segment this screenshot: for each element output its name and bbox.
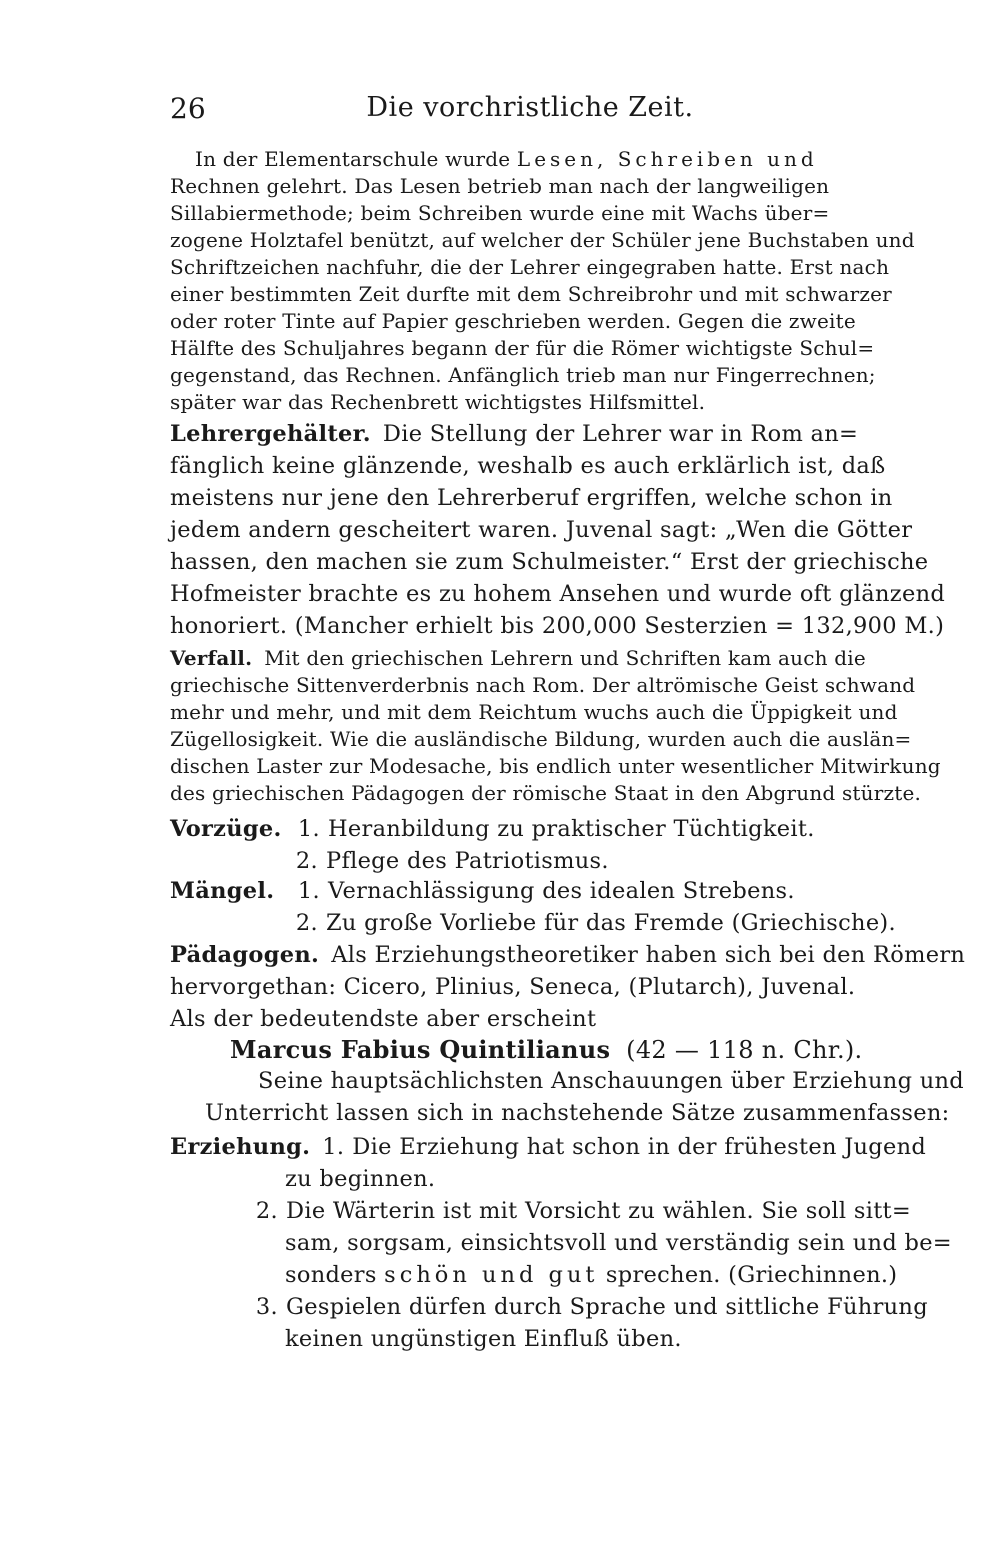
erziehung-line-1: Erziehung. 1. Die Erziehung hat schon in der frühesten Jugend [170, 1134, 927, 1160]
person-dates: (42 — 118 n. Chr.). [626, 1036, 863, 1064]
erziehung-line-4: sam, sorgsam, einsichtsvoll und verständig sein und be= [285, 1230, 952, 1256]
margin-keyword: Lehrergehälter. [170, 421, 371, 447]
spaced-words: Lesen, Schreiben und [516, 147, 818, 171]
padagogen-line-1: Pädagogen. Als Erziehungstheoretiker haben sich bei den Römern [170, 942, 966, 968]
lehrergehalter-line-5: hassen, den machen sie zum Schulmeister.“ Erst der griechische [170, 549, 929, 575]
vorzuge-line-2: 2. Pflege des Patriotismus. [295, 848, 609, 874]
lehrergehalter-line-2: fänglich keine glänzende, weshalb es auch erklärlich ist, daß [170, 453, 886, 479]
verfall-line-4: Zügellosigkeit. Wie die ausländische Bildung, wurden auch die auslän= [170, 727, 912, 751]
margin-keyword: Mängel. [170, 878, 275, 904]
padagogen-line-2: hervorgethan: Cicero, Plinius, Seneca, (Plutarch), Juvenal. [170, 974, 856, 1000]
intro-line-5: Schriftzeichen nachfuhr, die der Lehrer eingegraben hatte. Erst nach [170, 255, 890, 279]
quintilian-heading [230, 1035, 940, 1064]
padagogen-line-3: Als der bedeutendste aber erscheint [170, 1006, 597, 1032]
margin-keyword: Vorzüge. [170, 816, 282, 842]
erziehung-line-2: zu beginnen. [285, 1166, 436, 1192]
page-header [170, 92, 890, 132]
margin-keyword: Verfall. [170, 646, 253, 670]
intro-line-6: einer bestimmten Zeit durfte mit dem Schreibrohr und mit schwarzer [170, 282, 892, 306]
verfall-line-3: mehr und mehr, und mit dem Reichtum wuchs auch die Üppigkeit und [170, 700, 898, 724]
mangel-line-2: 2. Zu große Vorliebe für das Fremde (Griechische). [295, 910, 896, 936]
lehrergehalter-line-1: Lehrergehälter. Die Stellung der Lehrer war in Rom an= [170, 421, 859, 447]
lehrergehalter-line-7: honoriert. (Mancher erhielt bis 200,000 Sesterzien = 132,900 M.) [170, 613, 945, 639]
intro-line-7: oder roter Tinte auf Papier geschrieben werden. Gegen die zweite [170, 309, 856, 333]
intro-line-2: Rechnen gelehrt. Das Lesen betrieb man nach der langweiligen [170, 174, 830, 198]
verfall-line-2: griechische Sittenverderbnis nach Rom. Der altrömische Geist schwand [170, 673, 916, 697]
running-head: Die vorchristliche Zeit. [366, 92, 694, 123]
vorzuge-line-1: Vorzüge. 1. Heranbildung zu praktischer Tüchtigkeit. [170, 816, 815, 842]
lehrergehalter-line-4: jedem andern gescheitert waren. Juvenal sagt: „Wen die Götter [170, 517, 913, 543]
intro-line-8: Hälfte des Schuljahres begann der für die Römer wichtigste Schul= [170, 336, 875, 360]
intro-line-10: später war das Rechenbrett wichtigstes Hilfsmittel. [170, 390, 706, 414]
quintilian-line-2: Unterricht lassen sich in nachstehende Sätze zusammenfassen: [205, 1100, 950, 1126]
page-number: 26 [170, 92, 206, 125]
intro-line-4: zogene Holztafel benützt, auf welcher der Schüler jene Buchstaben und [170, 228, 915, 252]
intro-line-9: gegenstand, das Rechnen. Anfänglich trieb man nur Fingerrechnen; [170, 363, 876, 387]
mangel-line-1: Mängel. 1. Vernachlässigung des idealen Strebens. [170, 878, 795, 904]
margin-keyword: Pädagogen. [170, 942, 320, 968]
quintilian-line-1: Seine hauptsächlichsten Anschauungen über Erziehung und [258, 1068, 965, 1094]
erziehung-line-3: 2. Die Wärterin ist mit Vorsicht zu wählen. Sie soll sitt= [255, 1198, 912, 1224]
lehrergehalter-line-3: meistens nur jene den Lehrerberuf ergriffen, welche schon in [170, 485, 893, 511]
intro-line-1: In der Elementarschule wurde Lesen, Schreiben und [195, 147, 818, 171]
erziehung-line-7: keinen ungünstigen Einfluß üben. [285, 1326, 682, 1352]
verfall-line-6: des griechischen Pädagogen der römische Staat in den Abgrund stürzte. [170, 781, 922, 805]
erziehung-line-5: sonders schön und gut sprechen. (Griechinnen.) [285, 1262, 898, 1288]
verfall-line-5: dischen Laster zur Modesache, bis endlich unter wesentlicher Mitwirkung [170, 754, 941, 778]
margin-keyword: Erziehung. [170, 1134, 311, 1160]
verfall-line-1: Verfall. Mit den griechischen Lehrern und Schriften kam auch die [170, 646, 866, 670]
intro-line-3: Sillabiermethode; beim Schreiben wurde eine mit Wachs über= [170, 201, 830, 225]
person-name: Marcus Fabius Quintilianus [230, 1035, 611, 1064]
lehrergehalter-line-6: Hofmeister brachte es zu hohem Ansehen und wurde oft glänzend [170, 581, 946, 607]
erziehung-line-6: 3. Gespielen dürfen durch Sprache und sittliche Führung [255, 1294, 928, 1320]
